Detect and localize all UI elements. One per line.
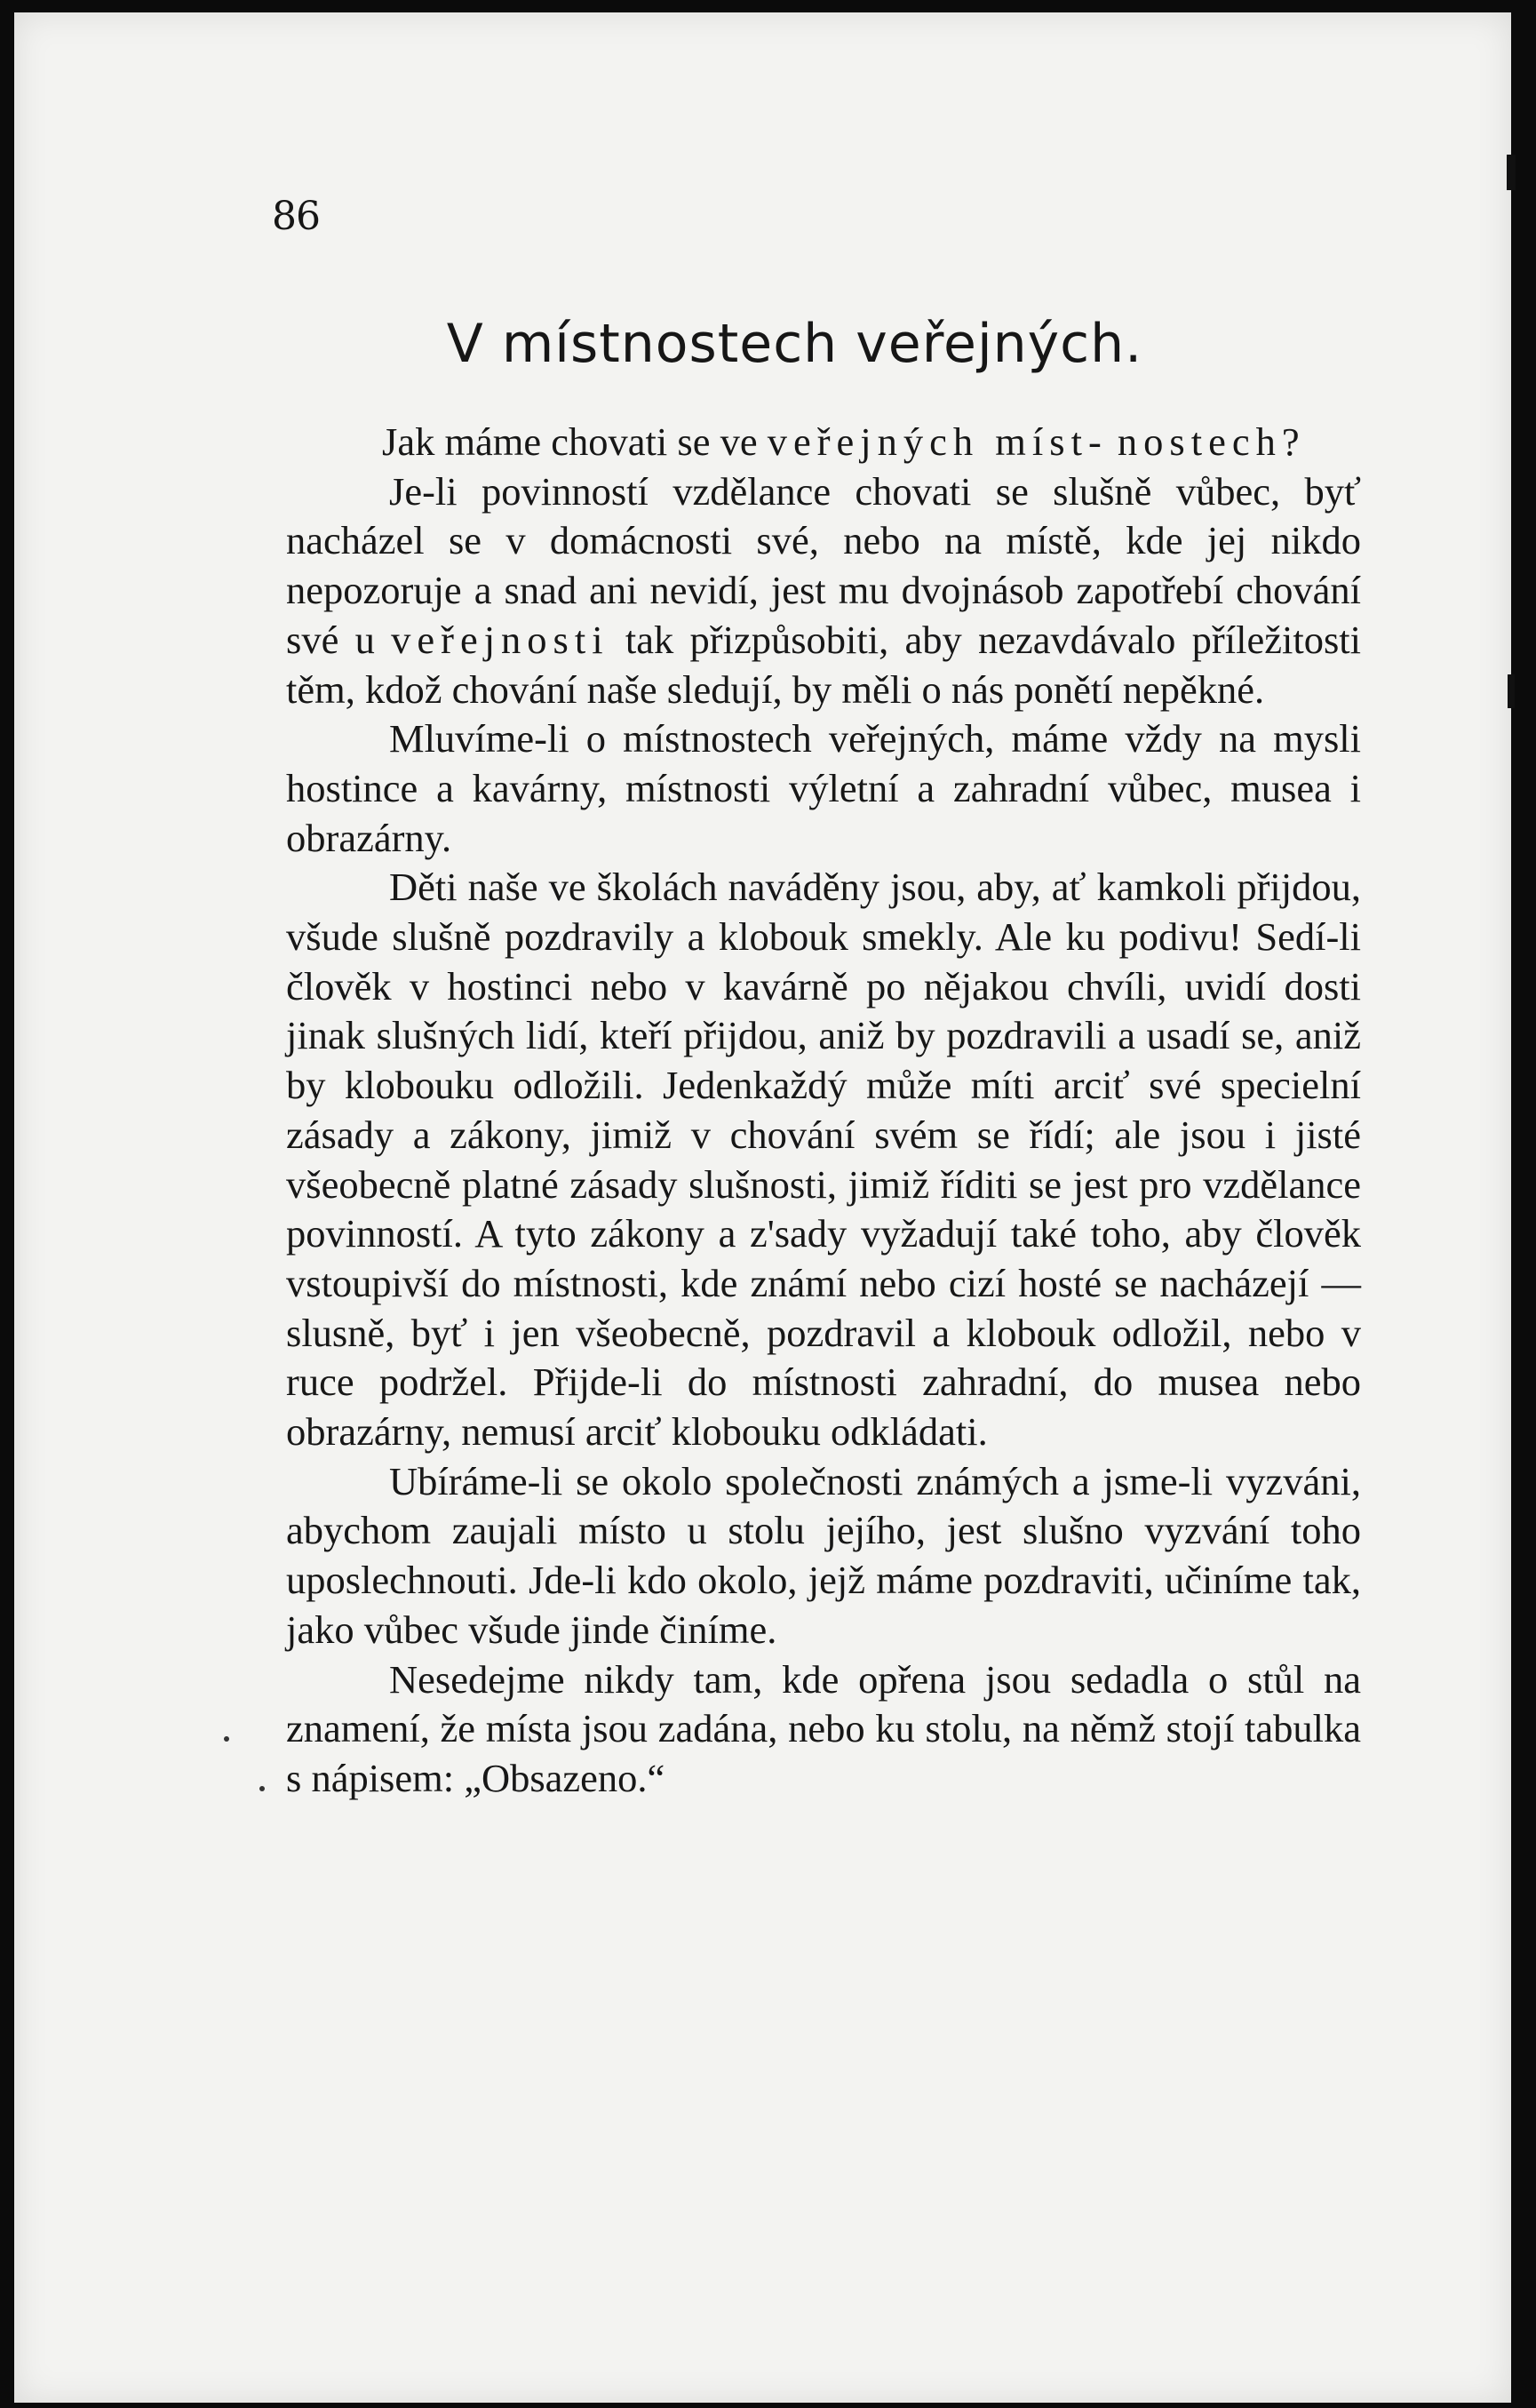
page-number: 86 (272, 194, 320, 239)
ink-speck (259, 1786, 265, 1791)
question-mark: ? (1281, 419, 1300, 464)
paragraph-text: tak přizpůsobiti, aby nezavdávalo příležitosti těm, kdož chování naše sledují, by měli o nás ponětí nepěkné. (286, 617, 1361, 712)
paragraph-1 (286, 467, 1361, 715)
paragraph-4: Ubíráme-li se okolo společnosti známých a jsme-li vyzváni, abychom zaujali místo u stolu jejího, jest slušno vyzvání toho uposlechnouti. Jde-li kdo okolo, jejž máme pozdraviti, učiníme tak, jako vůbec všude jinde činíme. (286, 1458, 1361, 1652)
question-spaced-text: veřejných míst- (767, 419, 1108, 464)
paragraph-text: Je-li povinností vzdělance chovati se slušně vůbec, byť nacházel se v domácnosti své, nebo na místě, kde jej nikdo nepozoruje a snad ani nevidí, jest mu dvojnásob zapotřebí chování své u (286, 468, 1361, 662)
paragraph-3: Děti naše ve školách naváděny jsou, aby, ať kamkoli přijdou, všude slušně pozdravily a klobouk smekly. Ale ku podivu! Sedí-li člověk v hostinci nebo v kavárně po nějakou chvíli, uvidí dosti jinak slušných lidí, kteří přijdou, aniž by pozdravili a usadí se, aniž by klobouku odložili. Jedenkaždý může míti arciť své specielní zásady a zákony, jimiž v chování svém se řídí; ale jsou i jisté všeobecně platné zásady slušnosti, jimiž říditi se jest pro vzdělance povinností. A tyto zákony a z'sady vyžadují také toho, aby člověk vstoupivší do místnosti, kde známí nebo cizí hosté se nacházejí — slusně, byť i jen všeobecně, pozdravil a klobouk odložil, nebo v ruce podržel. Přijde-li do místnosti zahradní, do musea nebo obrazárny, nemusí arciť klobouku odkládati. (286, 865, 1361, 1455)
question-spaced-text: nostech (1117, 419, 1282, 464)
ink-speck (224, 1736, 229, 1742)
page-edge-mark-top (1507, 155, 1516, 190)
paragraph-2: Mluvíme-li o místnostech veřejných, máme vždy na mysli hostince a kavárny, místnosti výletní a zahradní vůbec, musea i obrazárny. (286, 716, 1361, 860)
paragraph-5: Nesedejme nikdy tam, kde opřena jsou sedadla o stůl na znamení, že místa jsou zadána, nebo ku stolu, na němž stojí tabulka s nápisem: „Obsazeno.“ (286, 1656, 1361, 1800)
question-text: Jak máme chovati se ve (382, 419, 768, 464)
spaced-word: veřejnosti (391, 617, 609, 662)
question-paragraph (286, 418, 1361, 467)
section-heading: V místnostech veřejných. (446, 313, 1143, 375)
page-edge-mark-middle (1508, 674, 1515, 708)
body-text (286, 418, 1361, 1804)
